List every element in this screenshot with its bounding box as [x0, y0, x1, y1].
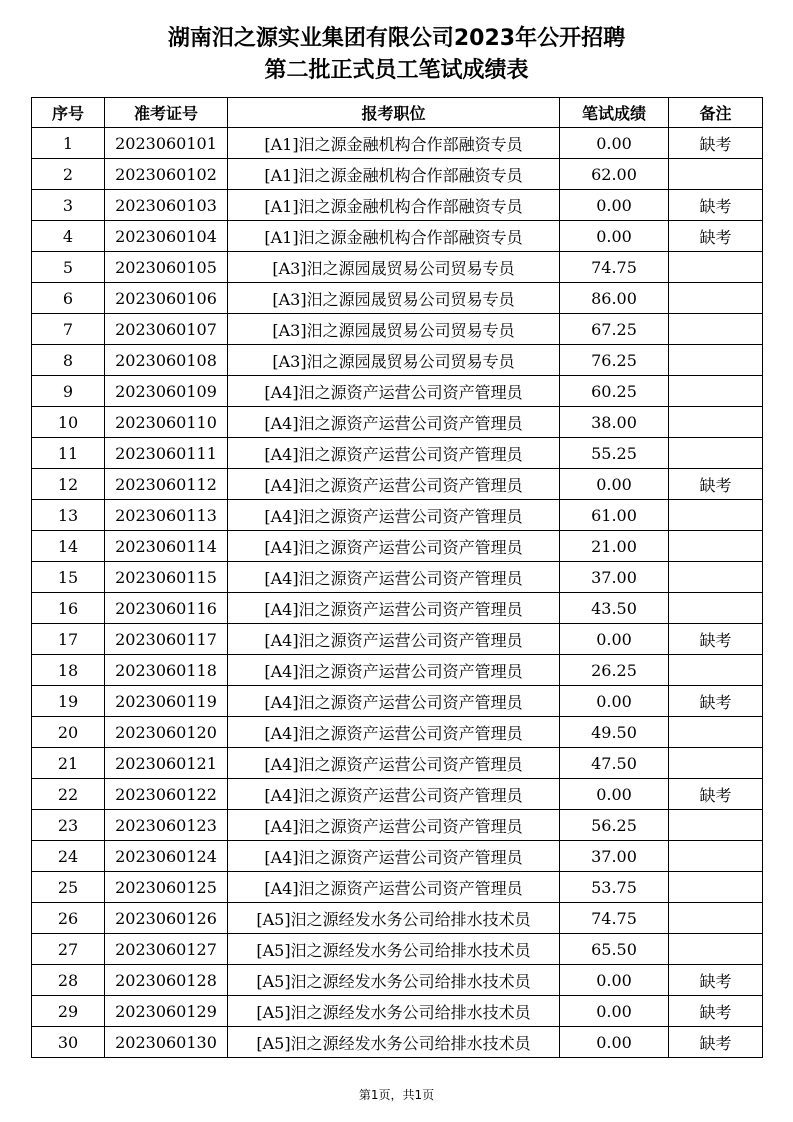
cell-position: [A4]汨之源资产运营公司资产管理员 [228, 872, 560, 903]
cell-ticket-number: 2023060103 [105, 190, 228, 221]
cell-serial: 2 [32, 159, 105, 190]
cell-serial: 12 [32, 469, 105, 500]
cell-ticket-number: 2023060115 [105, 562, 228, 593]
cell-position: [A5]汨之源经发水务公司给排水技术员 [228, 903, 560, 934]
cell-serial: 17 [32, 624, 105, 655]
cell-score: 0.00 [560, 996, 669, 1027]
cell-position: [A3]汨之源园晟贸易公司贸易专员 [228, 314, 560, 345]
table-row [32, 469, 763, 500]
cell-serial: 1 [32, 128, 105, 159]
cell-remark [669, 407, 763, 438]
cell-position: [A4]汨之源资产运营公司资产管理员 [228, 469, 560, 500]
cell-serial: 11 [32, 438, 105, 469]
page-footer: 第1页，共1页 [358, 1088, 435, 1102]
cell-ticket-number: 2023060117 [105, 624, 228, 655]
cell-position: [A4]汨之源资产运营公司资产管理员 [228, 841, 560, 872]
cell-score: 86.00 [560, 283, 669, 314]
cell-serial: 26 [32, 903, 105, 934]
cell-remark [669, 438, 763, 469]
cell-score: 26.25 [560, 655, 669, 686]
cell-remark: 缺考 [669, 221, 763, 252]
cell-remark: 缺考 [669, 128, 763, 159]
cell-remark [669, 531, 763, 562]
cell-position: [A4]汨之源资产运营公司资产管理员 [228, 376, 560, 407]
cell-score: 0.00 [560, 128, 669, 159]
cell-position: [A4]汨之源资产运营公司资产管理员 [228, 779, 560, 810]
cell-ticket-number: 2023060125 [105, 872, 228, 903]
cell-ticket-number: 2023060113 [105, 500, 228, 531]
cell-ticket-number: 2023060123 [105, 810, 228, 841]
cell-serial: 28 [32, 965, 105, 996]
cell-remark [669, 748, 763, 779]
cell-position: [A4]汨之源资产运营公司资产管理员 [228, 717, 560, 748]
cell-position: [A5]汨之源经发水务公司给排水技术员 [228, 934, 560, 965]
cell-remark [669, 810, 763, 841]
cell-serial: 29 [32, 996, 105, 1027]
cell-ticket-number: 2023060108 [105, 345, 228, 376]
cell-remark [669, 314, 763, 345]
cell-ticket-number: 2023060105 [105, 252, 228, 283]
cell-score: 56.25 [560, 810, 669, 841]
cell-remark: 缺考 [669, 996, 763, 1027]
cell-ticket-number: 2023060116 [105, 593, 228, 624]
cell-serial: 19 [32, 686, 105, 717]
cell-score: 38.00 [560, 407, 669, 438]
cell-remark [669, 841, 763, 872]
cell-score: 43.50 [560, 593, 669, 624]
cell-ticket-number: 2023060129 [105, 996, 228, 1027]
table-row [32, 314, 763, 345]
table-row [32, 810, 763, 841]
table-row [32, 965, 763, 996]
cell-score: 49.50 [560, 717, 669, 748]
cell-position: [A4]汨之源资产运营公司资产管理员 [228, 810, 560, 841]
cell-ticket-number: 2023060120 [105, 717, 228, 748]
score-table [31, 97, 763, 1058]
cell-score: 67.25 [560, 314, 669, 345]
cell-remark [669, 252, 763, 283]
table-row [32, 283, 763, 314]
cell-score: 37.00 [560, 841, 669, 872]
cell-score: 74.75 [560, 252, 669, 283]
cell-ticket-number: 2023060126 [105, 903, 228, 934]
cell-remark [669, 345, 763, 376]
cell-score: 74.75 [560, 903, 669, 934]
cell-score: 21.00 [560, 531, 669, 562]
cell-ticket-number: 2023060112 [105, 469, 228, 500]
cell-serial: 27 [32, 934, 105, 965]
cell-score: 0.00 [560, 1027, 669, 1058]
cell-remark: 缺考 [669, 1027, 763, 1058]
header-position: 报考职位 [228, 98, 560, 128]
cell-serial: 16 [32, 593, 105, 624]
cell-remark [669, 283, 763, 314]
table-row [32, 624, 763, 655]
cell-position: [A4]汨之源资产运营公司资产管理员 [228, 500, 560, 531]
cell-remark: 缺考 [669, 965, 763, 996]
cell-ticket-number: 2023060128 [105, 965, 228, 996]
cell-remark [669, 903, 763, 934]
cell-position: [A1]汨之源金融机构合作部融资专员 [228, 128, 560, 159]
table-row [32, 221, 763, 252]
table-row [32, 562, 763, 593]
cell-remark [669, 500, 763, 531]
cell-score: 60.25 [560, 376, 669, 407]
cell-remark [669, 376, 763, 407]
table-row [32, 655, 763, 686]
cell-position: [A4]汨之源资产运营公司资产管理员 [228, 593, 560, 624]
cell-score: 62.00 [560, 159, 669, 190]
cell-remark [669, 562, 763, 593]
cell-position: [A1]汨之源金融机构合作部融资专员 [228, 221, 560, 252]
cell-position: [A3]汨之源园晟贸易公司贸易专员 [228, 345, 560, 376]
cell-serial: 14 [32, 531, 105, 562]
cell-remark [669, 717, 763, 748]
cell-position: [A3]汨之源园晟贸易公司贸易专员 [228, 283, 560, 314]
cell-score: 37.00 [560, 562, 669, 593]
table-row [32, 438, 763, 469]
cell-ticket-number: 2023060118 [105, 655, 228, 686]
cell-ticket-number: 2023060114 [105, 531, 228, 562]
cell-remark: 缺考 [669, 779, 763, 810]
table-row [32, 903, 763, 934]
cell-score: 0.00 [560, 779, 669, 810]
cell-score: 65.50 [560, 934, 669, 965]
cell-serial: 5 [32, 252, 105, 283]
cell-remark [669, 655, 763, 686]
cell-ticket-number: 2023060102 [105, 159, 228, 190]
cell-serial: 13 [32, 500, 105, 531]
cell-serial: 4 [32, 221, 105, 252]
cell-position: [A4]汨之源资产运营公司资产管理员 [228, 562, 560, 593]
table-row [32, 345, 763, 376]
cell-score: 76.25 [560, 345, 669, 376]
cell-position: [A5]汨之源经发水务公司给排水技术员 [228, 996, 560, 1027]
header-score: 笔试成绩 [560, 98, 669, 128]
cell-serial: 9 [32, 376, 105, 407]
cell-position: [A4]汨之源资产运营公司资产管理员 [228, 655, 560, 686]
cell-ticket-number: 2023060121 [105, 748, 228, 779]
header-remark: 备注 [669, 98, 763, 128]
table-row [32, 376, 763, 407]
cell-ticket-number: 2023060104 [105, 221, 228, 252]
cell-position: [A4]汨之源资产运营公司资产管理员 [228, 624, 560, 655]
table-header-row [32, 98, 763, 128]
cell-serial: 21 [32, 748, 105, 779]
cell-serial: 23 [32, 810, 105, 841]
cell-position: [A5]汨之源经发水务公司给排水技术员 [228, 1027, 560, 1058]
table-body [32, 128, 763, 1058]
cell-serial: 25 [32, 872, 105, 903]
cell-ticket-number: 2023060122 [105, 779, 228, 810]
table-row [32, 407, 763, 438]
cell-serial: 20 [32, 717, 105, 748]
table-row [32, 531, 763, 562]
cell-score: 61.00 [560, 500, 669, 531]
table-row [32, 159, 763, 190]
cell-serial: 8 [32, 345, 105, 376]
cell-remark: 缺考 [669, 686, 763, 717]
cell-score: 0.00 [560, 469, 669, 500]
cell-serial: 3 [32, 190, 105, 221]
cell-score: 47.50 [560, 748, 669, 779]
cell-ticket-number: 2023060109 [105, 376, 228, 407]
table-row [32, 934, 763, 965]
cell-position: [A4]汨之源资产运营公司资产管理员 [228, 686, 560, 717]
cell-serial: 6 [32, 283, 105, 314]
table-row [32, 779, 763, 810]
header-serial: 序号 [32, 98, 105, 128]
cell-score: 0.00 [560, 190, 669, 221]
cell-serial: 24 [32, 841, 105, 872]
cell-ticket-number: 2023060124 [105, 841, 228, 872]
document-title-line2: 第二批正式员工笔试成绩表 [264, 58, 529, 83]
cell-ticket-number: 2023060107 [105, 314, 228, 345]
cell-position: [A3]汨之源园晟贸易公司贸易专员 [228, 252, 560, 283]
table-row [32, 128, 763, 159]
table-row [32, 500, 763, 531]
cell-score: 55.25 [560, 438, 669, 469]
table-row [32, 686, 763, 717]
cell-remark: 缺考 [669, 624, 763, 655]
table-row [32, 748, 763, 779]
cell-serial: 30 [32, 1027, 105, 1058]
cell-position: [A4]汨之源资产运营公司资产管理员 [228, 531, 560, 562]
table-row [32, 252, 763, 283]
table-row [32, 593, 763, 624]
cell-position: [A4]汨之源资产运营公司资产管理员 [228, 748, 560, 779]
cell-position: [A4]汨之源资产运营公司资产管理员 [228, 407, 560, 438]
cell-score: 0.00 [560, 965, 669, 996]
cell-serial: 18 [32, 655, 105, 686]
cell-ticket-number: 2023060101 [105, 128, 228, 159]
cell-remark: 缺考 [669, 190, 763, 221]
header-ticket-number: 准考证号 [105, 98, 228, 128]
cell-ticket-number: 2023060130 [105, 1027, 228, 1058]
cell-ticket-number: 2023060110 [105, 407, 228, 438]
cell-position: [A4]汨之源资产运营公司资产管理员 [228, 438, 560, 469]
cell-remark [669, 159, 763, 190]
table-row [32, 190, 763, 221]
table-row [32, 841, 763, 872]
table-row [32, 1027, 763, 1058]
cell-remark: 缺考 [669, 469, 763, 500]
cell-serial: 22 [32, 779, 105, 810]
cell-ticket-number: 2023060106 [105, 283, 228, 314]
cell-ticket-number: 2023060111 [105, 438, 228, 469]
cell-ticket-number: 2023060119 [105, 686, 228, 717]
table-row [32, 996, 763, 1027]
table-row [32, 872, 763, 903]
cell-serial: 10 [32, 407, 105, 438]
cell-position: [A5]汨之源经发水务公司给排水技术员 [228, 965, 560, 996]
cell-serial: 15 [32, 562, 105, 593]
cell-remark [669, 872, 763, 903]
cell-remark [669, 593, 763, 624]
cell-ticket-number: 2023060127 [105, 934, 228, 965]
cell-score: 0.00 [560, 686, 669, 717]
cell-position: [A1]汨之源金融机构合作部融资专员 [228, 190, 560, 221]
cell-score: 0.00 [560, 221, 669, 252]
cell-remark [669, 934, 763, 965]
cell-serial: 7 [32, 314, 105, 345]
cell-score: 53.75 [560, 872, 669, 903]
cell-position: [A1]汨之源金融机构合作部融资专员 [228, 159, 560, 190]
cell-score: 0.00 [560, 624, 669, 655]
table-row [32, 717, 763, 748]
document-title-line1: 湖南汨之源实业集团有限公司2023年公开招聘 [167, 26, 626, 51]
